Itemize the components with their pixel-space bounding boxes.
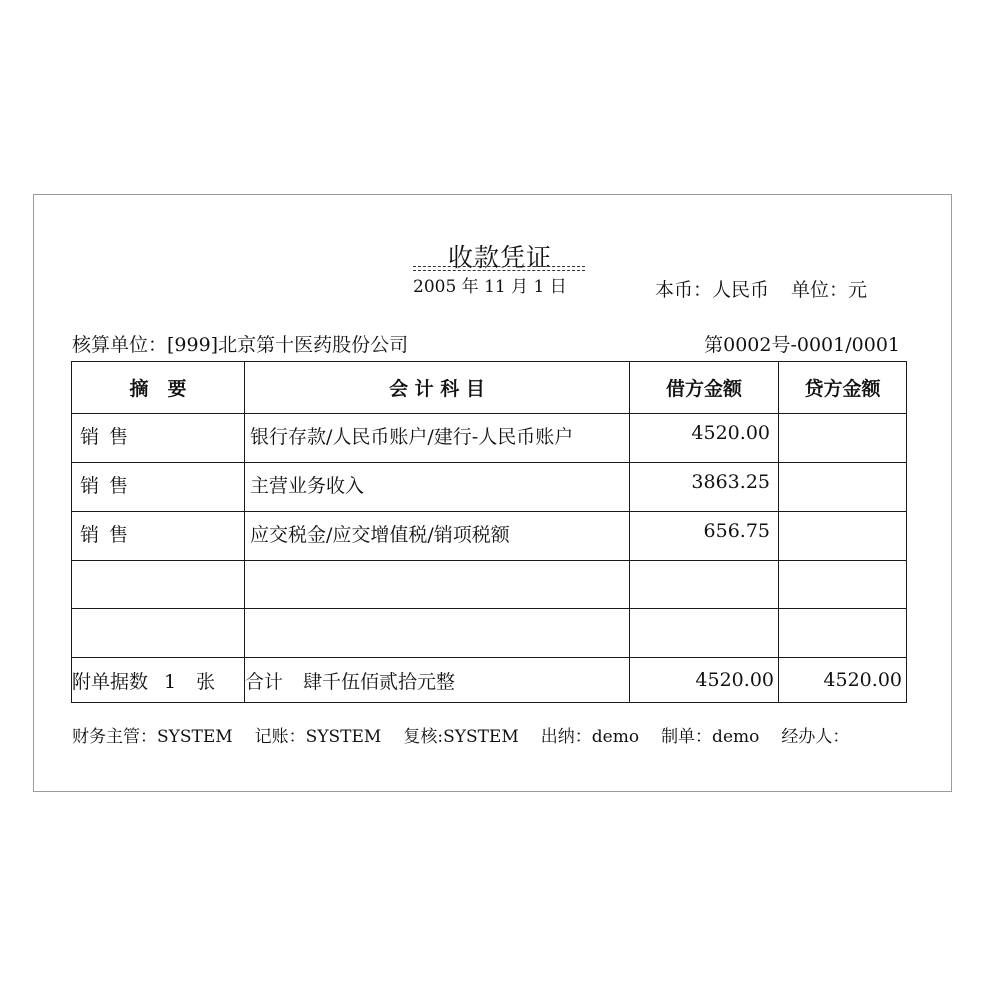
table-row [72,609,907,658]
total-label: 合计 [245,670,284,693]
row-credit [779,462,907,511]
row-debit: 3863.25 [630,462,779,511]
unit-label: 单位：元 [791,279,868,301]
attachment-count: 1 [164,670,177,693]
voucher-title: 收款凭证 [447,243,552,272]
row-debit [630,609,779,658]
row-credit [779,609,907,658]
sign-handler: 经办人： [781,727,850,747]
attachment-label: 附单据数 [72,670,149,693]
signature-line [72,722,871,747]
row-summary: 销 售 [72,414,245,463]
total-amount-words: 肆千伍佰贰拾元整 [303,670,456,693]
row-debit: 4520.00 [630,414,779,463]
row-credit [779,414,907,463]
row-account: 银行存款/人民币账户/建行-人民币账户 [245,414,630,463]
currency-label: 本币：人民币 [655,279,770,301]
title-underline [413,266,585,271]
row-summary [72,609,245,658]
row-summary: 销 售 [72,462,245,511]
row-account: 应交税金/应交增值税/销项税额 [245,511,630,560]
voucher-date: 2005 年 11 月 1 日 [413,277,567,297]
header-account: 会 计 科 目 [245,362,630,414]
header-summary: 摘 要 [72,362,245,414]
header-credit: 贷方金额 [779,362,907,414]
sign-cashier: 出纳：demo [540,727,640,747]
sign-finance-manager: 财务主管：SYSTEM [72,727,233,747]
total-debit: 4520.00 [630,658,779,703]
row-summary: 销 售 [72,511,245,560]
row-debit [630,560,779,609]
row-credit [779,560,907,609]
header-debit: 借方金额 [630,362,779,414]
row-account: 主营业务收入 [245,462,630,511]
voucher-number: 第0002号-0001/0001 [704,334,900,356]
row-account [245,609,630,658]
total-row [72,658,907,703]
table-row [72,414,907,463]
total-cell [245,658,630,703]
table-row [72,462,907,511]
sign-preparer: 制单：demo [661,727,760,747]
sign-reviewer: 复核:SYSTEM [403,727,519,747]
total-credit: 4520.00 [779,658,907,703]
table-row [72,511,907,560]
table-row [72,560,907,609]
currency-unit-info [655,275,867,302]
row-credit [779,511,907,560]
row-summary [72,560,245,609]
attachment-unit: 张 [196,670,216,693]
sign-bookkeeper: 记账：SYSTEM [254,727,382,747]
row-account [245,560,630,609]
row-debit: 656.75 [630,511,779,560]
voucher-table [71,361,907,703]
accounting-unit: 核算单位：[999]北京第十医药股份公司 [72,334,409,356]
attachment-cell [72,658,245,703]
